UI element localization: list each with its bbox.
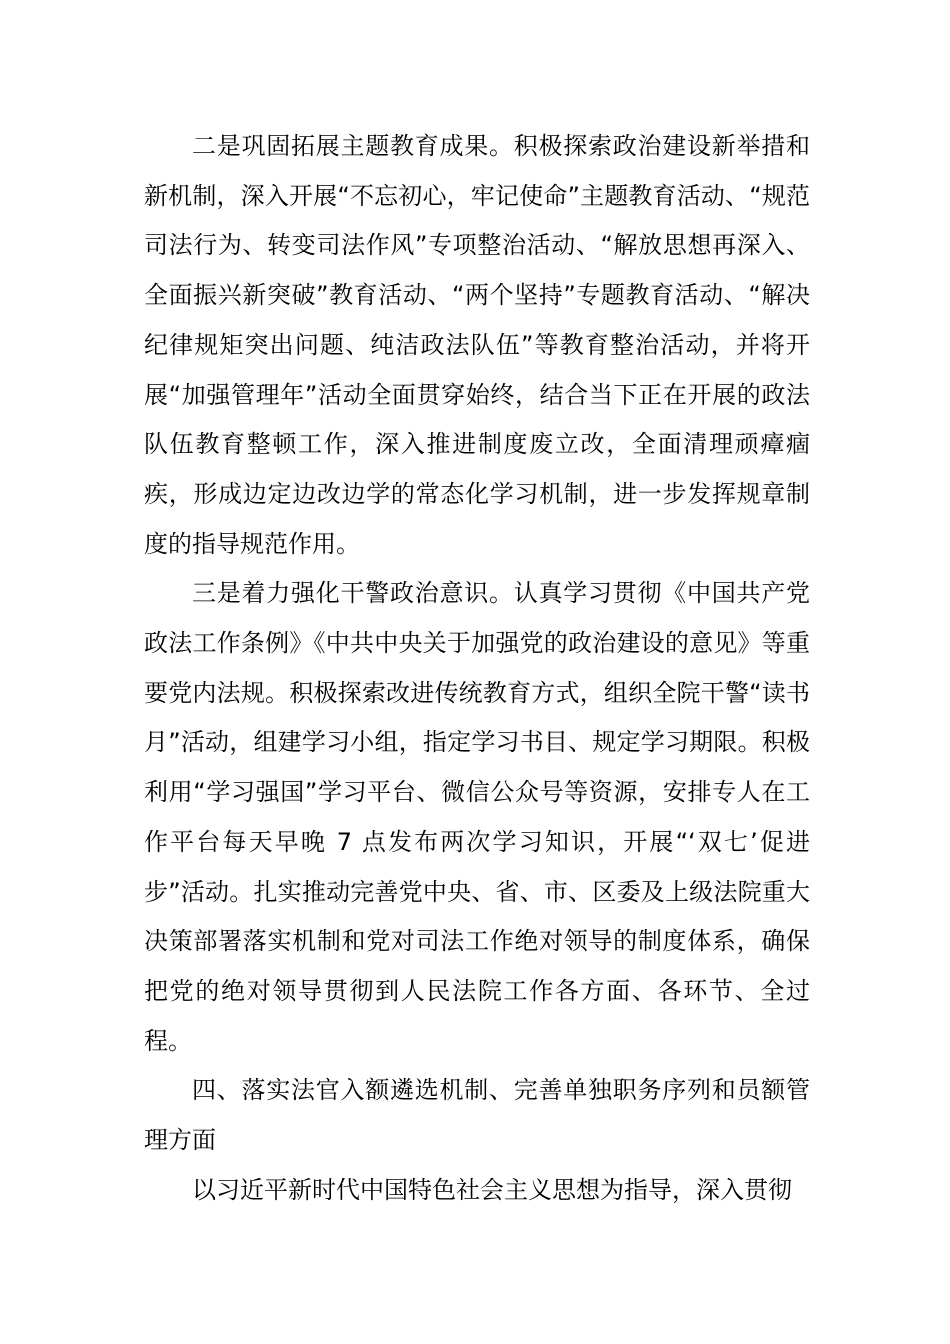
paragraph-political-awareness: 三是着力强化干警政治意识。认真学习贯彻《中国共产党政法工作条例》《中共中央关于加强党的政治建设的意见》等重要党内法规。积极探索改进传统教育方式，组织全院干警“读书月”活动，组建学习小组，指定学习书目、规定学习期限。积极利用“学习强国”学习平台、微信公众号等资源，安排专人在工作平台每天早晚 7 点发布两次学习知识，开展“‘双七’促进步”活动。扎实推动完善党中央、省、市、区委及上级法院重大决策部署落实机制和党对司法工作绝对领导的制度体系，确保把党的绝对领导贯彻到人民法院工作各方面、各环节、全过程。 [144, 579, 810, 1055]
paragraph-consolidate-education: 二是巩固拓展主题教育成果。积极探索政治建设新举措和新机制，深入开展“不忘初心，牢记使命”主题教育活动、“规范司法行为、转变司法作风”专项整治活动、“解放思想再深入、全面振兴新突破”教育活动、“两个坚持”专题教育活动、“解决纪律规矩突出问题、纯洁政法队伍”等教育整治活动，并将开展“加强管理年”活动全面贯穿始终，结合当下正在开展的政法队伍教育整顿工作，深入推进制度废立改，全面清理顽瘴痼疾，形成边定边改边学的常态化学习机制，进一步发挥规章制度的指导规范作用。 [144, 132, 810, 558]
document-body [144, 122, 810, 1215]
section-heading-judge-selection: 四、落实法官入额遴选机制、完善单独职务序列和员额管理方面 [144, 1076, 810, 1155]
paragraph-guiding-thought: 以习近平新时代中国特色社会主义思想为指导，深入贯彻 [192, 1175, 792, 1204]
